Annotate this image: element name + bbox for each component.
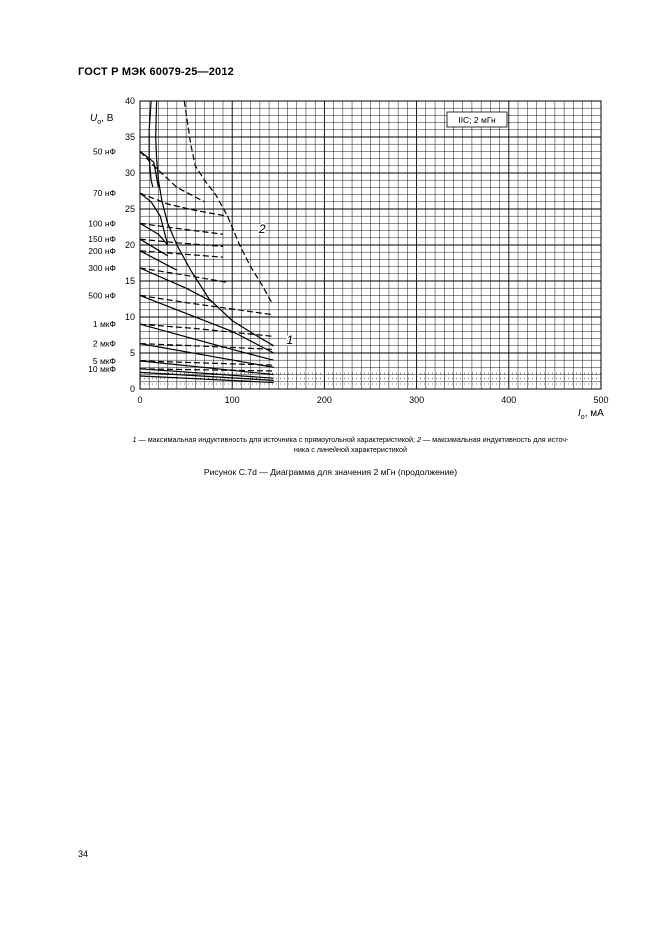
series-line-dashed xyxy=(140,251,223,257)
series-line-dashed xyxy=(140,344,274,350)
x-tick-label: 100 xyxy=(224,395,240,405)
x-axis-label: $I_o$, мА xyxy=(578,408,604,421)
y-tick-label: 35 xyxy=(124,132,135,142)
chart xyxy=(0,0,661,440)
y-tick-label: 15 xyxy=(124,276,135,286)
series-line-dashed xyxy=(140,295,274,314)
x-tick-label: 500 xyxy=(593,395,609,405)
capacitance-label: 500 нФ xyxy=(88,290,116,301)
capacitance-label: 2 мкФ xyxy=(92,338,116,349)
capacitance-label: 1 мкФ xyxy=(92,319,116,330)
capacitance-label: 300 нФ xyxy=(88,263,116,274)
curve-label: 2 xyxy=(258,222,266,237)
page-number: 34 xyxy=(78,849,89,859)
x-tick-label: 0 xyxy=(137,395,143,405)
capacitance-label: 200 нФ xyxy=(88,245,116,256)
figure-caption: Рисунок С.7d — Диаграмма для значения 2 мГн (продолжение) xyxy=(203,467,458,477)
capacitance-label: 5 мкФ xyxy=(92,355,116,366)
note-number-1: 1 xyxy=(132,435,137,444)
y-tick-label: 10 xyxy=(124,312,135,322)
y-tick-label: 20 xyxy=(124,240,135,250)
y-axis-label: $U_o$, В xyxy=(90,113,114,126)
capacitance-label: 50 нФ xyxy=(93,146,116,157)
document-header: ГОСТ Р МЭК 60079-25—2012 xyxy=(78,66,235,78)
legend-text: IIC; 2 мГн xyxy=(458,115,496,125)
capacitance-label: 10 мкФ xyxy=(88,363,116,374)
series-line-dashed xyxy=(140,223,223,234)
y-tick-label: 5 xyxy=(129,348,135,358)
note-text-2: ника с линейной характеристикой xyxy=(293,445,408,454)
note-text-1: — максимальная индуктивность для источника с прямоугольной характеристикой; xyxy=(138,435,415,444)
x-tick-label: 400 xyxy=(501,395,517,405)
note-number-2: 2 xyxy=(416,435,421,444)
y-tick-label: 40 xyxy=(124,96,135,106)
x-tick-label: 200 xyxy=(316,395,332,405)
note-text-1-tail: — максимальная индуктивность для источ- xyxy=(422,435,569,444)
curve-label: 1 xyxy=(286,333,294,348)
series-line-solid xyxy=(140,193,168,245)
y-tick-label: 25 xyxy=(124,204,135,214)
y-tick-label: 30 xyxy=(124,168,135,178)
figure-note xyxy=(78,435,623,455)
capacitance-label: 150 нФ xyxy=(88,234,116,245)
capacitance-label: 100 нФ xyxy=(88,218,116,229)
x-tick-label: 300 xyxy=(409,395,425,405)
chart-svg xyxy=(0,0,661,440)
y-tick-label: 0 xyxy=(129,384,135,394)
series-line-dashed xyxy=(140,268,228,282)
capacitance-label: 70 нФ xyxy=(93,188,116,199)
